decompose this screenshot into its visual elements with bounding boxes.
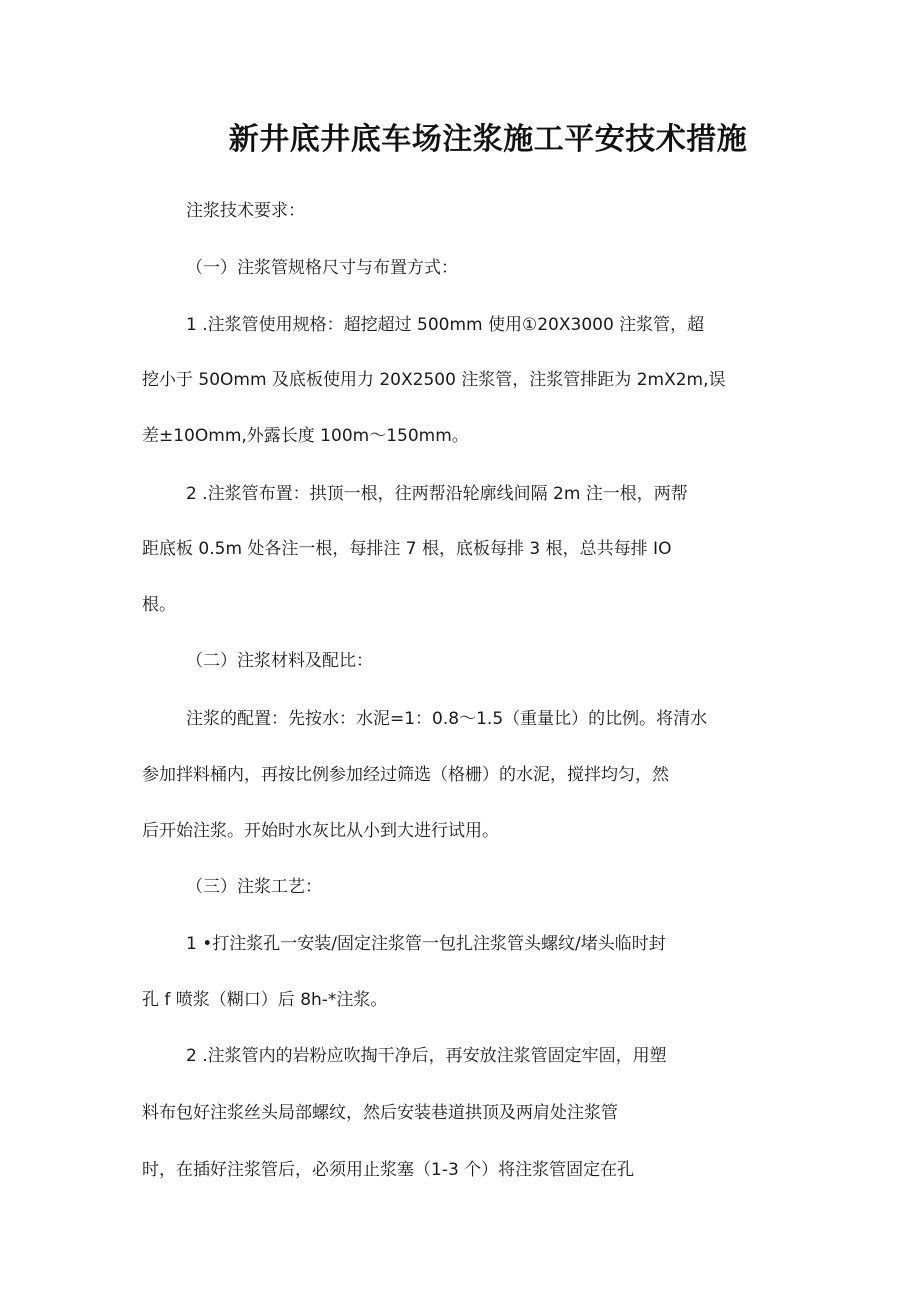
paragraph-line: 后开始注浆。开始时水灰比从小到大进行试用。 [142, 821, 499, 841]
paragraph-line: 差±10Omm,外露长度 100m〜150mm。 [142, 426, 469, 446]
paragraph-line: 挖小于 50Omm 及底板使用力 20X2500 注浆管，注浆管排距为 2mX2m,误 [142, 370, 726, 390]
paragraph-line: 料布包好注浆丝头局部螺纹，然后安装巷道拱顶及两肩处注浆管 [142, 1103, 618, 1123]
paragraph-line: 孔 f 喷浆（糊口）后 8h-*注浆。 [142, 990, 388, 1010]
subsection-heading-3: （三）注浆工艺： [186, 877, 322, 897]
paragraph-line: 参加拌料桶内，再按比例参加经过筛选（格栅）的水泥，搅拌均匀，然 [142, 765, 669, 785]
paragraph-line: 时，在插好注浆管后，必须用止浆塞（1-3 个）将注浆管固定在孔 [142, 1160, 635, 1180]
paragraph-line: 1 •打注浆孔一安装/固定注浆管一包扎注浆管头螺纹/堵头临时封 [186, 934, 666, 954]
subsection-heading-1: （一）注浆管规格尺寸与布置方式： [186, 258, 458, 278]
paragraph-line: 距底板 0.5m 处各注一根，每排注 7 根，底板每排 3 根，总共每排 IO [142, 539, 672, 559]
paragraph-line: 2 .注浆管内的岩粉应吹掏干净后，再安放注浆管固定牢固，用塑 [186, 1046, 667, 1066]
paragraph-line: 注浆的配置：先按水：水泥=1：0.8〜1.5（重量比）的比例。将清水 [186, 709, 708, 729]
document-title: 新井底井底车场注浆施工平安技术措施 [228, 122, 748, 157]
paragraph-line: 1 .注浆管使用规格：超挖超过 500mm 使用①20X3000 注浆管，超 [186, 315, 705, 335]
paragraph-line: 根。 [142, 595, 176, 615]
section-heading-grouting-requirements: 注浆技术要求： [186, 201, 305, 221]
paragraph-line: 2 .注浆管布置：拱顶一根，往两帮沿轮廓线间隔 2m 注一根，两帮 [186, 484, 688, 504]
subsection-heading-2: （二）注浆材料及配比： [186, 651, 373, 671]
